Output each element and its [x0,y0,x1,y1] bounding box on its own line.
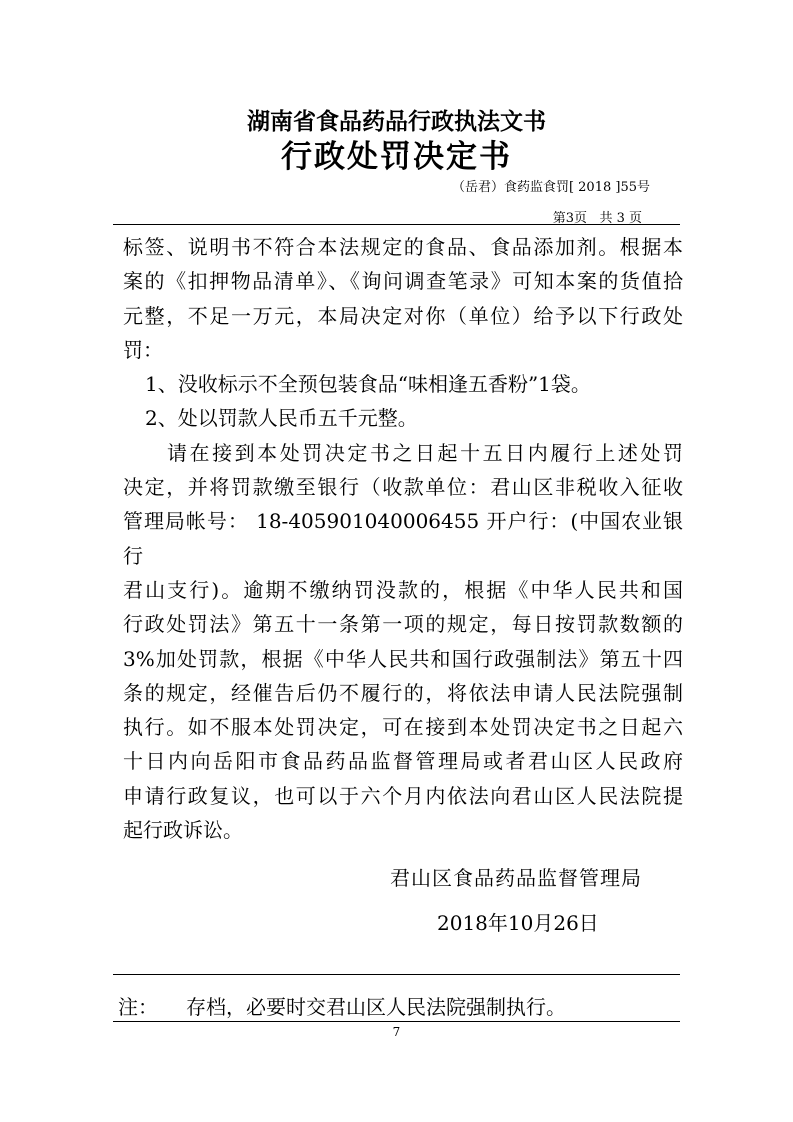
page-info: 第3页 共 3 页 [552,211,642,226]
footer-divider-bottom [113,1021,680,1022]
body-line: 申请行政复议，也可以于六个月内依法向君山区人民法院提 [123,783,683,808]
body-line: 起行政诉讼。 [123,818,243,843]
document-title: 行政处罚决定书 [281,139,512,175]
body-line: 行政处罚法》第五十一条第一项的规定，每日按罚款数额的 [123,612,683,637]
decision-body [123,230,683,847]
page-number: 7 [392,1025,401,1039]
penalty-item: 2、处以罚款人民币五千元整。 [145,406,418,431]
body-line: 决定，并将罚款缴至银行（收款单位：君山区非税收入征收 [123,475,683,500]
agency-title: 湖南省食品药品行政执法文书 [247,109,546,135]
document-number: （岳君）食药监食罚[ 2018 ]55号 [451,180,650,195]
body-line: 3%加处罚款，根据《中华人民共和国行政强制法》第五十四 [123,646,683,671]
note-label: 注： [118,995,158,1019]
note-text: 存档，必要时交君山区人民法院强制执行。 [186,995,566,1019]
body-line: 管理局帐号： 18-405901040006455 开户行：(中国农业银行 [123,509,683,568]
header-divider [113,224,680,225]
body-line: 条的规定，经催告后仍不履行的，将依法申请人民法院强制 [123,680,683,705]
footer-divider-top [113,974,680,975]
body-line: 罚： [123,337,163,362]
issue-date: 2018年10月26日 [437,911,599,935]
body-line: 执行。如不服本处罚决定，可在接到本处罚决定书之日起六 [123,715,683,740]
issuing-authority: 君山区食品药品监督管理局 [390,866,642,890]
body-line: 标签、说明书不符合本法规定的食品、食品添加剂。根据本 [123,235,683,259]
body-line: 请在接到本处罚决定书之日起十五日内履行上述处罚 [167,440,683,465]
body-line: 元整，不足一万元，本局决定对你（单位）给予以下行政处 [123,303,683,328]
penalty-item: 1、没收标示不全预包装食品“味相逢五香粉”1袋。 [145,372,591,397]
footer-note [118,991,566,1020]
body-line: 案的《扣押物品清单》、《询问调查笔录》可知本案的货值拾 [123,269,683,294]
body-line: 十日内向岳阳市食品药品监督管理局或者君山区人民政府 [123,749,683,774]
body-line: 君山支行)。逾期不缴纳罚没款的，根据《中华人民共和国 [123,577,683,602]
